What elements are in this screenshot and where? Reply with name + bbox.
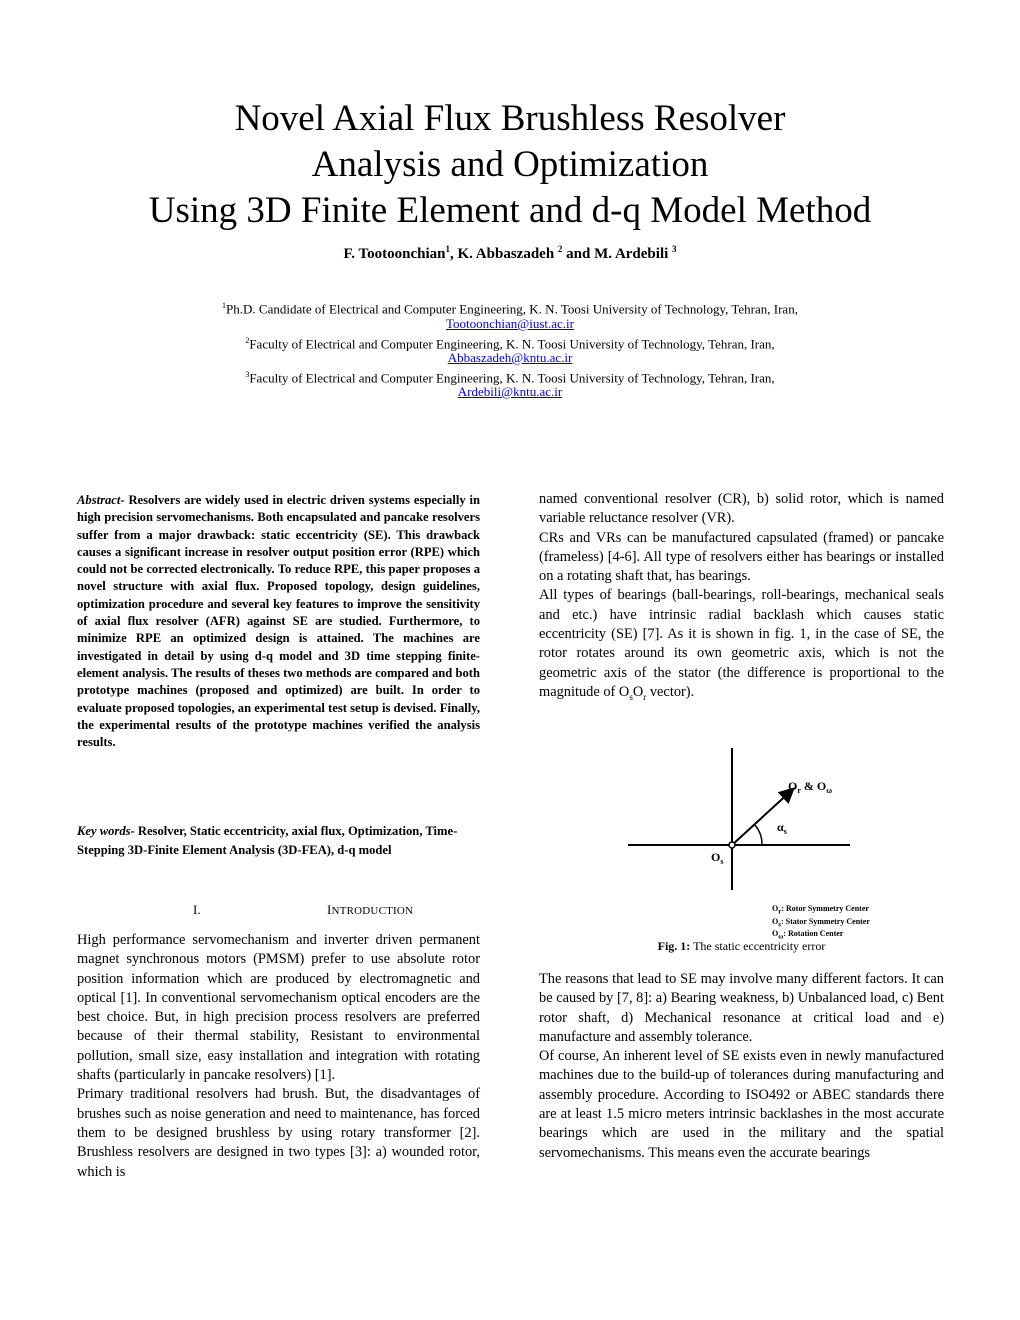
paper-title-line-2: Analysis and Optimization bbox=[311, 144, 709, 185]
introduction-body bbox=[77, 931, 480, 1182]
author-3-sup: 3 bbox=[672, 244, 677, 254]
intro-paragraph-2: Primary traditional resolvers had brush. But, the disadvantages of brushes such as noise generation and need to maintenance, has forced them to be designed brushless by using rotary transformer [2]. Brushless resolvers are designed in two types [3]: a) wounded rotor, which is bbox=[77, 1086, 480, 1180]
right-paragraph-5: Of course, An inherent level of SE exists even in newly manufactured machines due to the build-up of tolerances during manufacturing and assembly procedure. According to ISO492 or ABEC standards there are at least 1.5 micro meters intrinsic backlashes in the most accurate bearings which are used in the military and the spatial servomechanisms. This means even the accurate bearings bbox=[539, 1048, 944, 1161]
right-column-top bbox=[539, 490, 944, 707]
legend-item: $O_r$: Rotor Symmetry Center bbox=[772, 904, 869, 916]
label-or-ow: $O_r$ & $O_\omega$ bbox=[788, 779, 833, 795]
legend-item: $O_s$: Stator Symmetry Center bbox=[772, 916, 870, 929]
author-3: M. Ardebili bbox=[594, 246, 673, 262]
paper-title-line-3: Using 3D Finite Element and d-q Model Method bbox=[148, 190, 872, 231]
right-paragraph-4: The reasons that lead to SE may involve many different factors. It can be caused by [7, 8]: a) Bearing weakness, b) Unbalanced load, c) Bent rotor shaft, d) Mechanical resonance at critical load and e) manufacture and assembly tolerance. bbox=[539, 971, 944, 1045]
email-link-1[interactable]: Tootoonchian@iust.ac.ir bbox=[445, 316, 575, 331]
figure-1-caption: Fig. 1: The static eccentricity error bbox=[657, 939, 826, 953]
author-1-sup: 1 bbox=[445, 244, 450, 254]
alpha-arc bbox=[754, 824, 762, 845]
author-1: F. Tootoonchian bbox=[343, 246, 446, 262]
origin-point bbox=[729, 842, 735, 848]
right-paragraph-1: named conventional resolver (CR), b) solid rotor, which is named variable reluctance resolver (VR). bbox=[539, 491, 944, 527]
eccentricity-vector bbox=[732, 790, 792, 845]
keywords bbox=[77, 822, 480, 859]
author-2-sup: 2 bbox=[557, 244, 563, 254]
intro-paragraph-1: High performance servomechanism and inverter driven permanent magnet synchronous motors (PMSM) prefer to use absolute rotor position information which are produced by electromagnetic and optical [1]. In conventional servomechanism optical encoders are the best choice. But, in high precision process resolvers are preferred because of their thermal stability, Resistant to environmental pollution, small size, easy installation and integration with rotating shafts (particularly in pancake resolvers) [1]. bbox=[77, 932, 480, 1084]
email-link-3[interactable]: Ardebili@kntu.ac.ir bbox=[457, 384, 563, 399]
label-alpha-s: $\alpha_s$ bbox=[777, 820, 787, 836]
keywords-label: Key words bbox=[77, 824, 131, 838]
affiliation-2: $^2$Faculty of Electrical and Computer Engineering, K. N. Toosi University of Technology, Tehran, Iran, bbox=[245, 336, 775, 352]
section-title: INTRODUCTION bbox=[327, 902, 414, 917]
right-column-bottom bbox=[539, 970, 944, 1163]
abstract-text: - Resolvers are widely used in electric driven systems especially in high precision servomechanisms. Both encapsulated and pancake resolvers suffer from a major drawback: static eccentricity (SE). This drawback causes a significant increase in resolver output position error (RPE) which could not be corrected electronically. To reduce RPE, this paper proposes a novel structure with axial flux. Proposed topology, design guidelines, optimization procedure and several key features to improve the sensitivity of axial flux resolver (AFR) against SE are studied. Furthermore, to minimize RPE an optimized design is attained. The machines are investigated in detail by using d-q model and 3D time stepping finite-element analysis. The results of theses two methods are compared and both prototype machines (proposed and optimized) are built. In order to evaluate proposed topologies, an experimental test setup is devised. Finally, the experimental results of the prototype machines verified the analysis results. bbox=[77, 493, 480, 750]
label-os: $O_s$ bbox=[711, 850, 724, 866]
right-paragraph-3: All types of bearings (ball-bearings, roll-bearings, mechanical seals and etc.) have intrinsic radial backlash which causes static eccentricity (SE) [7]. As it is shown in fig. 1, in the case of SE, the rotor rotates around its own geometric axis, which is not the geometric axis of the stator (the difference is proportional to the magnitude of $O_sO_r$ vector). bbox=[539, 587, 944, 702]
author-sep-2: and bbox=[562, 246, 595, 262]
email-link-2[interactable]: Abbaszadeh@kntu.ac.ir bbox=[447, 350, 573, 365]
author-2: K. Abbaszadeh bbox=[457, 246, 558, 262]
abstract-label: Abstract bbox=[77, 493, 121, 507]
right-paragraph-2: CRs and VRs can be manufactured capsulated (framed) or pancake (frameless) [4-6]. All type of resolvers either has bearings or installed on a rotating shaft that, has bearings. bbox=[539, 529, 944, 585]
section-number: I. bbox=[193, 902, 201, 917]
keywords-text: - Resolver, Static eccentricity, axial flux, Optimization, Time-Stepping 3D-Finite Element Analysis (3D-FEA), d-q model bbox=[77, 824, 458, 857]
author-sep-1: , bbox=[449, 246, 458, 262]
legend-item: $O_\omega$: Rotation Center bbox=[772, 929, 844, 941]
author-list bbox=[0, 244, 1020, 263]
paper-title-line-1: Novel Axial Flux Brushless Resolver bbox=[234, 98, 786, 139]
abstract bbox=[77, 492, 480, 751]
figure-1-legend bbox=[772, 904, 870, 942]
affiliation-1: $^1$Ph.D. Candidate of Electrical and Computer Engineering, K. N. Toosi University of Technology, Tehran, Iran, bbox=[222, 301, 798, 317]
affiliation-3: $^3$Faculty of Electrical and Computer Engineering, K. N. Toosi University of Technology, Tehran, Iran, bbox=[245, 370, 775, 386]
